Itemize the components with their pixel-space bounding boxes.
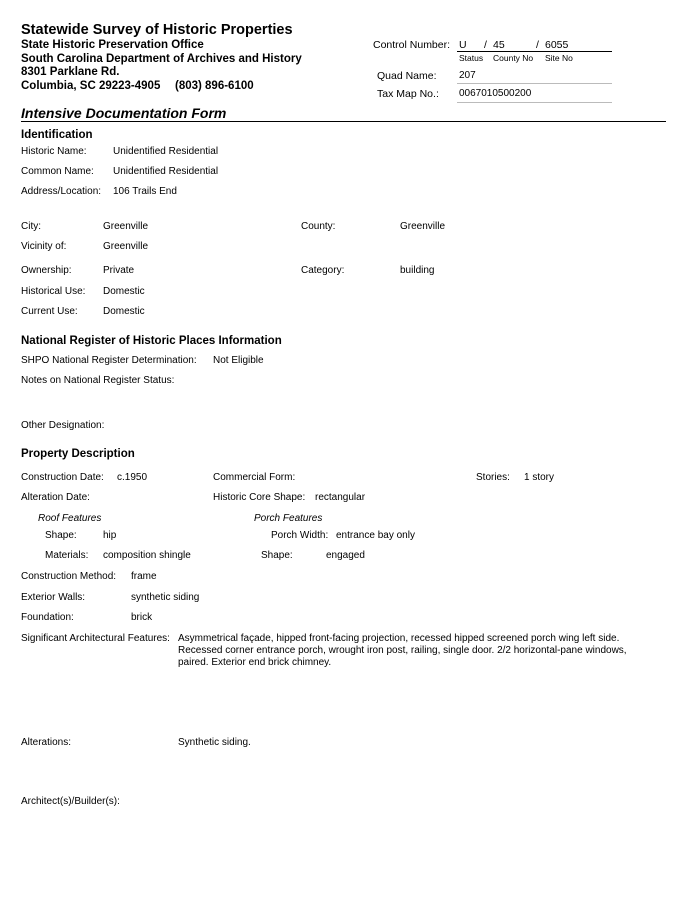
roof-shape-value: hip [103,530,117,541]
control-number-underline [457,51,612,52]
current-use-label: Current Use: [21,306,78,317]
historic-name-label: Historic Name: [21,146,87,157]
quad-name-value: 207 [459,70,476,81]
architect-builder-label: Architect(s)/Builder(s): [21,796,120,807]
control-sep-1: / [484,39,487,51]
construction-date-value: c.1950 [117,472,148,483]
category-value: building [400,265,435,276]
roof-features-heading: Roof Features [38,513,102,524]
stories-value: 1 story [524,472,555,483]
core-shape-label: Historic Core Shape: [213,492,306,503]
national-register-heading: National Register of Historic Places Information [21,335,282,347]
alteration-date-label: Alteration Date: [21,492,90,503]
roof-shape-label: Shape: [45,530,77,541]
control-status: U [459,39,467,51]
nr-determination-label: SHPO National Register Determination: [21,355,197,366]
ownership-value: Private [103,265,135,276]
nr-determination-value: Not Eligible [213,355,264,366]
exterior-walls-label: Exterior Walls: [21,592,86,603]
vicinity-label: Vicinity of: [21,241,67,252]
other-designation-label: Other Designation: [21,420,105,431]
architectural-features-label: Significant Architectural Features: [21,633,170,644]
department-name: South Carolina Department of Archives and History [21,53,302,65]
status-caption: Status [459,53,484,63]
porch-width-value: entrance bay only [336,530,415,541]
porch-width-label: Porch Width: [271,530,329,541]
county-label: County: [301,221,336,232]
common-name-value: Unidentified Residential [113,166,219,177]
vicinity-value: Greenville [103,241,149,252]
tax-map-label: Tax Map No.: [377,88,439,100]
control-site-no: 6055 [545,39,569,51]
porch-features-heading: Porch Features [254,513,323,524]
street-address: 8301 Parklane Rd. [21,66,120,78]
ownership-label: Ownership: [21,265,72,276]
category-label: Category: [301,265,345,276]
survey-title: Statewide Survey of Historic Properties [21,22,293,38]
construction-method-value: frame [131,571,157,582]
form-title: Intensive Documentation Form [21,105,227,121]
site-no-caption: Site No [545,53,573,63]
common-name-label: Common Name: [21,166,94,177]
quad-name-label: Quad Name: [377,70,437,82]
current-use-value: Domestic [103,306,145,317]
foundation-value: brick [131,612,153,623]
historic-name-value: Unidentified Residential [113,146,219,157]
address-label: Address/Location: [21,186,102,197]
tax-map-underline [457,102,612,103]
control-sep-2: / [536,39,539,51]
commercial-form-label: Commercial Form: [213,472,296,483]
core-shape-value: rectangular [315,492,366,503]
nr-notes-label: Notes on National Register Status: [21,375,175,386]
roof-materials-label: Materials: [45,550,89,561]
control-number-label: Control Number: [373,39,451,51]
alterations-value: Synthetic siding. [178,737,251,748]
county-no-caption: County No [493,53,534,63]
identification-heading: Identification [21,129,93,141]
property-description-heading: Property Description [21,448,135,460]
stories-label: Stories: [476,472,510,483]
historical-use-value: Domestic [103,286,145,297]
tax-map-value: 0067010500200 [459,88,532,99]
construction-date-label: Construction Date: [21,472,104,483]
foundation-label: Foundation: [21,612,74,623]
address-value: 106 Trails End [113,186,177,197]
quad-name-underline [457,83,612,84]
porch-shape-label: Shape: [261,550,293,561]
city-value: Greenville [103,221,149,232]
office-name: State Historic Preservation Office [21,39,204,51]
alterations-label: Alterations: [21,737,72,748]
county-value: Greenville [400,221,446,232]
city-label: City: [21,221,41,232]
architectural-features-value: Asymmetrical façade, hipped front-facing projection, recessed hipped screened porch wing left side. Recessed corner entrance porch, wrought iron post, railing, single door. 2/2 horizontal-pane windows, paired. Exterior end brick chimney. [178,633,627,668]
title-rule [21,121,666,122]
phone-number: (803) 896-6100 [175,80,254,92]
construction-method-label: Construction Method: [21,571,117,582]
porch-shape-value: engaged [326,550,365,561]
control-county-no: 45 [493,39,505,51]
roof-materials-value: composition shingle [103,550,191,561]
city-state-zip: Columbia, SC 29223-4905 [21,80,161,92]
historical-use-label: Historical Use: [21,286,86,297]
exterior-walls-value: synthetic siding [131,592,200,603]
